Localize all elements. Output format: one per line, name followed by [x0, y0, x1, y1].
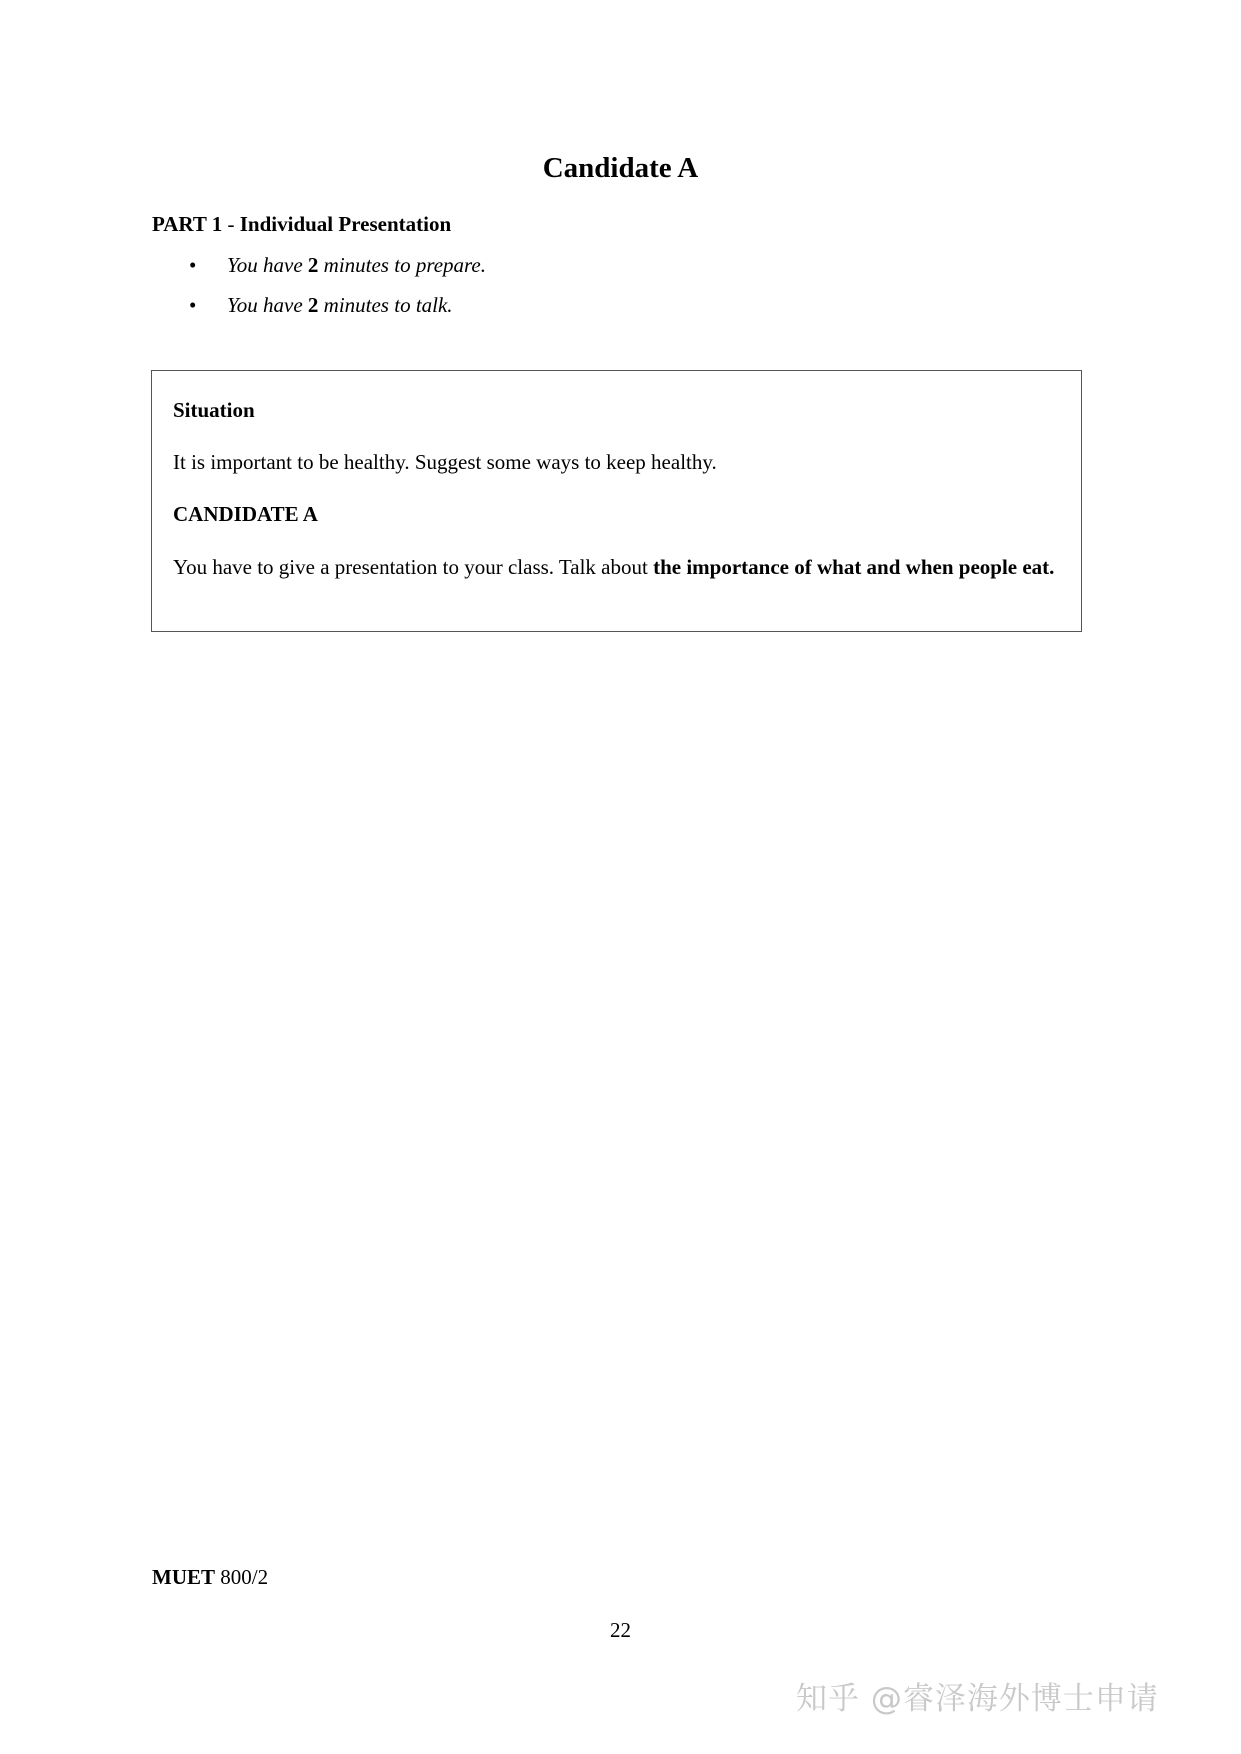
- paper-code-number: 800/2: [215, 1565, 269, 1589]
- situation-text: It is important to be healthy. Suggest some ways to keep healthy.: [173, 450, 717, 474]
- instruction-item: [189, 292, 486, 332]
- instruction-text-start: You have: [227, 253, 308, 277]
- instruction-text-start: You have: [227, 293, 308, 317]
- instruction-text: [227, 293, 453, 317]
- task-text-start: You have to give a presentation to your class. Talk about: [173, 555, 654, 579]
- task-topic: the importance of what and when people eat.: [653, 555, 1055, 579]
- instruction-text-end: minutes to talk.: [318, 293, 453, 317]
- part-separator: -: [222, 212, 240, 236]
- part-heading: [152, 212, 451, 237]
- instruction-duration: 2: [307, 293, 319, 317]
- situation-box: [151, 370, 1082, 632]
- instruction-list: [189, 252, 486, 332]
- candidate-heading: CANDIDATE A: [173, 502, 318, 526]
- instruction-text: [227, 253, 486, 277]
- page-number: 22: [610, 1618, 631, 1642]
- paper-code-name: MUET: [152, 1565, 215, 1589]
- bullet-icon: •: [189, 293, 197, 317]
- bullet-icon: •: [189, 253, 197, 277]
- instruction-duration: 2: [307, 253, 319, 277]
- situation-heading: Situation: [173, 398, 255, 422]
- paper-code: [152, 1565, 268, 1590]
- page-title: Candidate A: [542, 152, 699, 184]
- part-name: Individual Presentation: [239, 212, 452, 236]
- instruction-text-end: minutes to prepare.: [318, 253, 486, 277]
- watermark: 知乎 @睿泽海外博士申请: [796, 1681, 1159, 1717]
- part-number: PART 1: [152, 212, 223, 236]
- task-text: [173, 554, 1062, 580]
- instruction-item: [189, 252, 486, 292]
